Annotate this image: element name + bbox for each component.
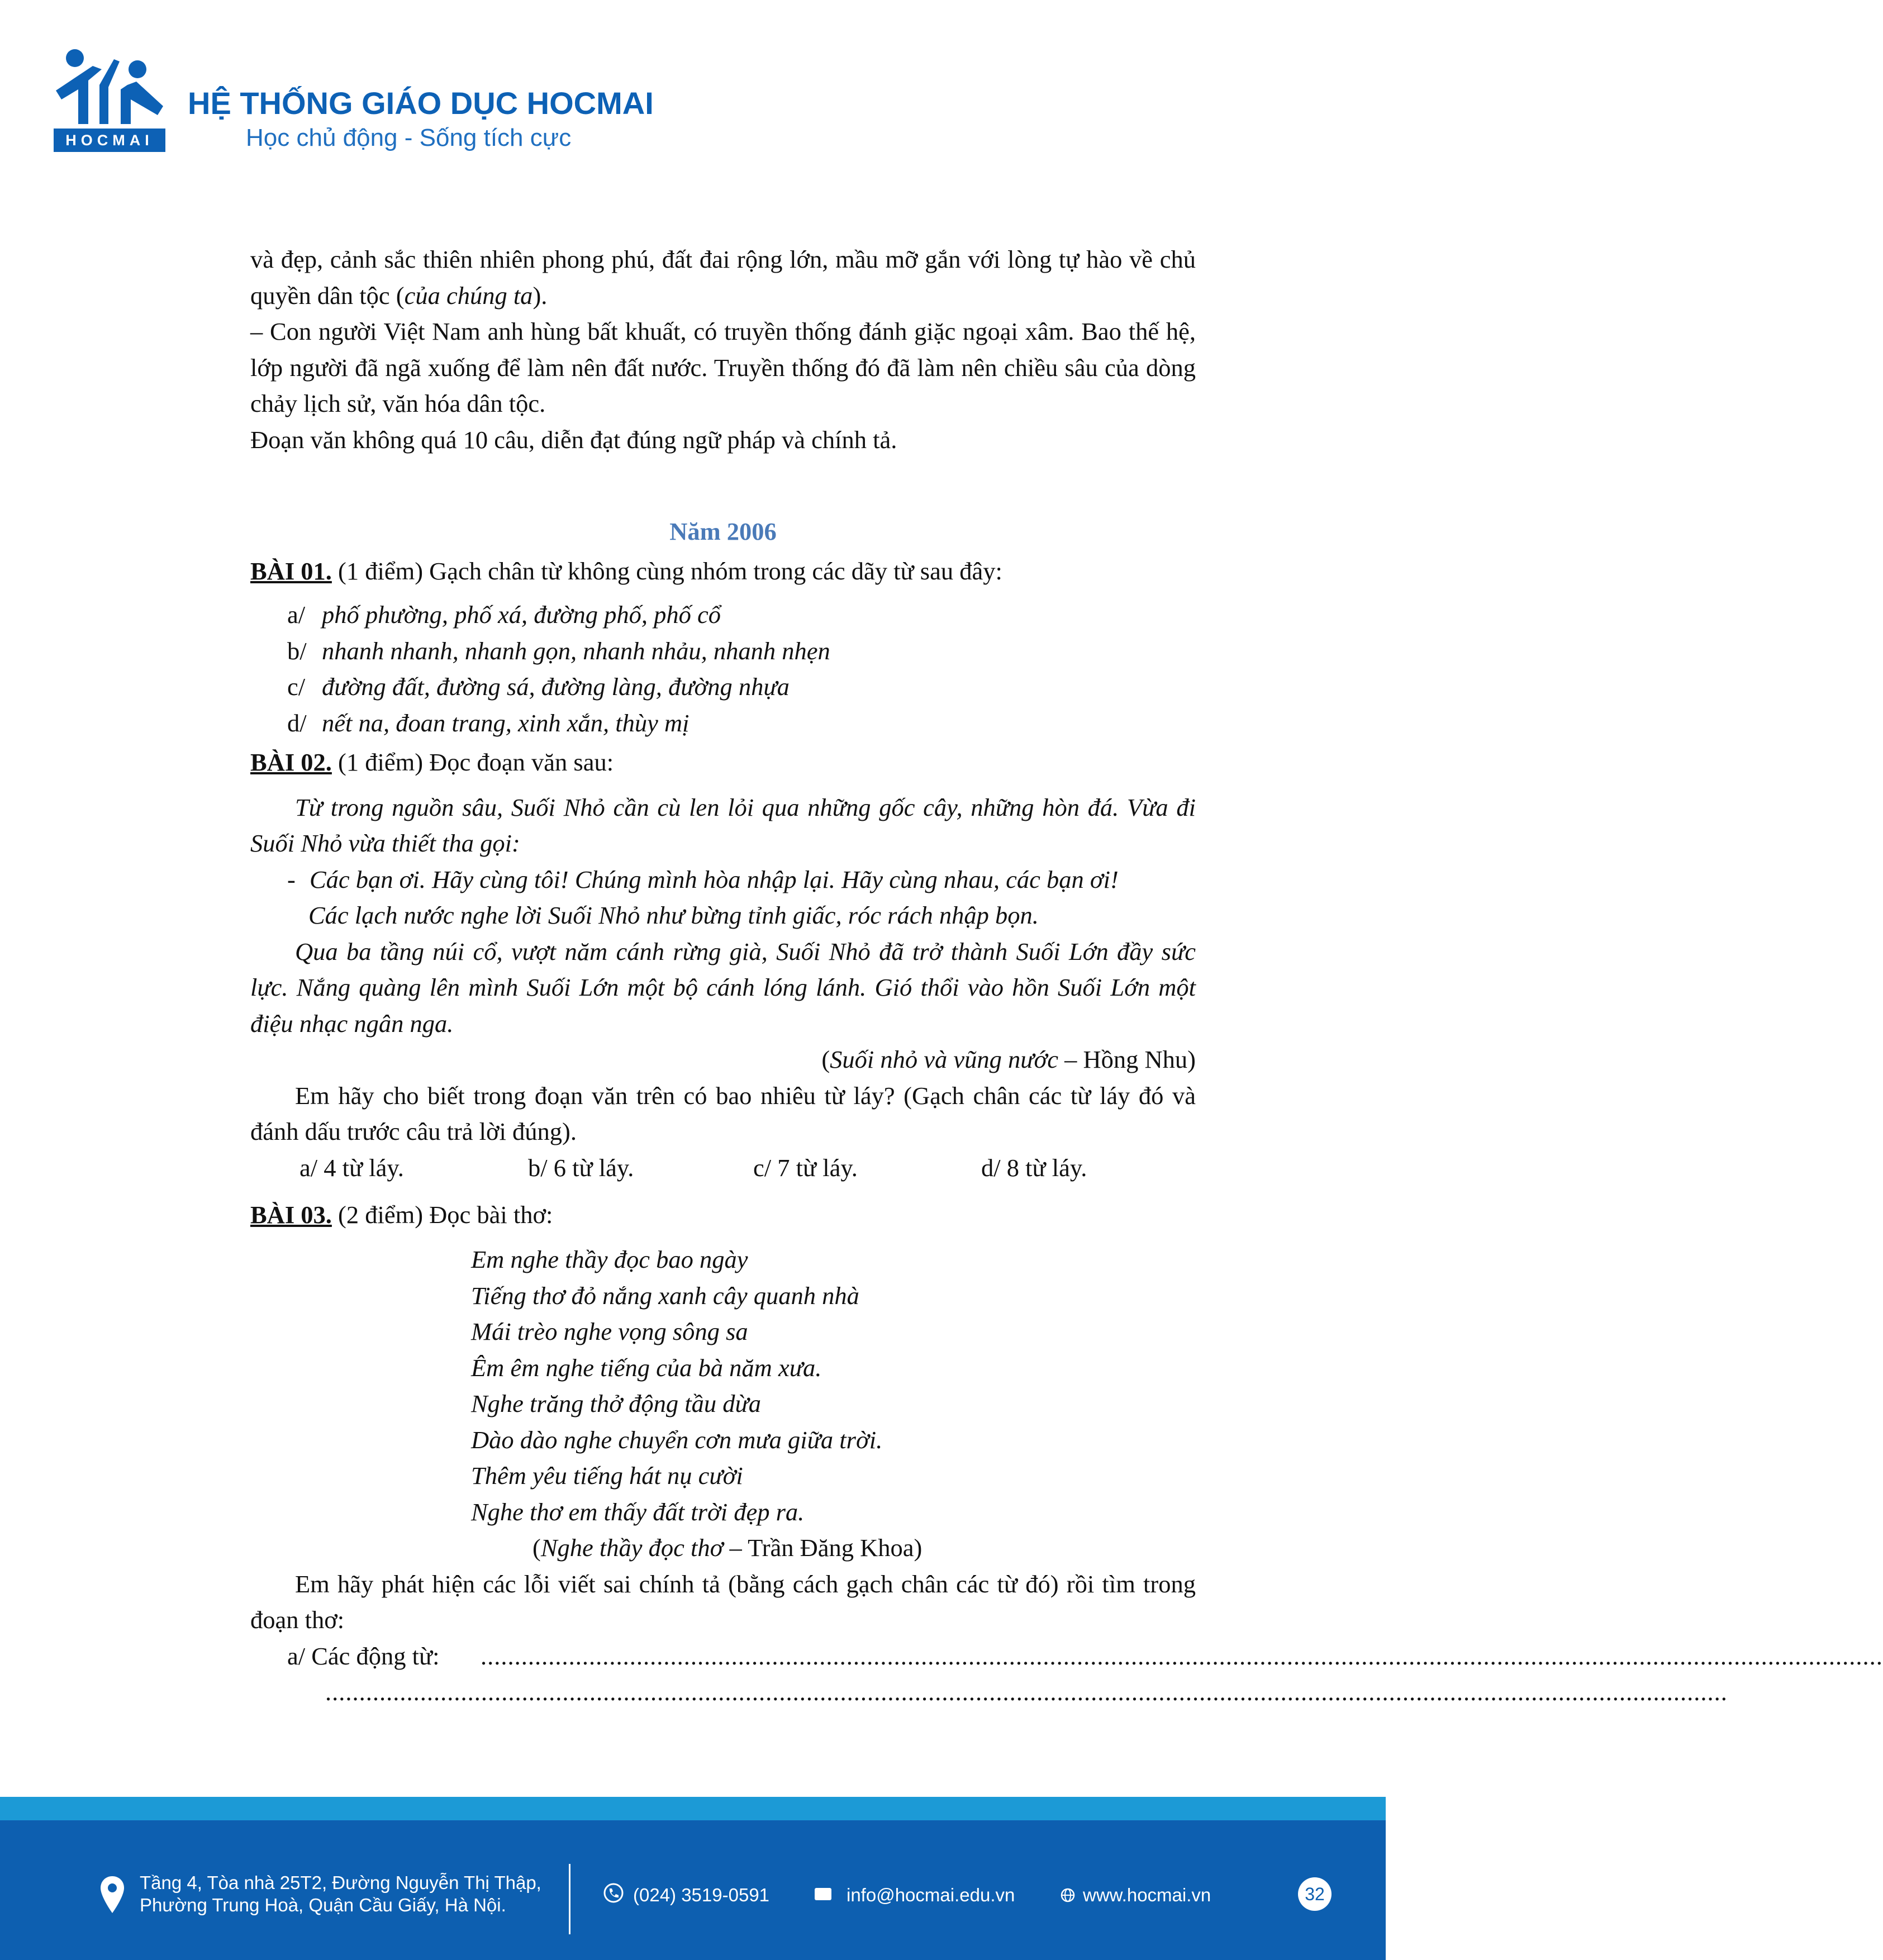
poem-line: Dào dào nghe chuyển cơn mưa giữa trời. (471, 1425, 883, 1454)
item-text: đường đất, đường sá, đường làng, đường nhựa (322, 673, 790, 701)
hocmai-logo (54, 46, 165, 152)
bai01-heading (250, 553, 1196, 589)
item-text: nết na, đoan trang, xinh xắn, thùy mị (322, 708, 690, 737)
bai02-label: BÀI 02. (250, 748, 332, 776)
source-title: Suối nhỏ và vũng nước (830, 1045, 1059, 1073)
item-text: phố phường, phố xá, đường phố, phố cổ (322, 601, 721, 629)
poem-line: Êm êm nghe tiếng của bà năm xưa. (471, 1353, 822, 1382)
footer-address (140, 1872, 541, 1916)
page-number: 32 (1298, 1877, 1332, 1911)
bai01-list (250, 597, 1196, 741)
bai03-question: Em hãy phát hiện các lỗi viết sai chính tả (bằng cách gạch chân các từ đó) rồi tìm trong đoạn thơ: (250, 1569, 1196, 1634)
poem-line: Nghe thơ em thấy đất trời đẹp ra. (471, 1497, 805, 1526)
intro-note: Đoạn văn không quá 10 câu, diễn đạt đúng ngữ pháp và chính tả. (250, 425, 897, 454)
item-marker: b/ (287, 636, 307, 665)
footer-stripe (0, 1797, 1386, 1820)
dialog-text: Các bạn ơi. Hãy cùng tôi! Chúng mình hòa nhập lại. Hãy cùng nhau, các bạn ơi! (310, 865, 1119, 893)
bai02-question: Em hãy cho biết trong đoạn văn trên có bao nhiêu từ láy? (Gạch chân các từ láy đó và đánh dấu trước câu trả lời đúng). (250, 1081, 1196, 1145)
bai03-heading (250, 1197, 1196, 1233)
intro-paragraph (250, 241, 1196, 313)
brand-slogan: Học chủ động - Sống tích cực (246, 124, 572, 151)
source-open: ( (821, 1045, 830, 1073)
choice-b[interactable]: b/ 6 từ láy. (528, 1153, 634, 1182)
dash-marker: - (287, 865, 296, 893)
bai03-prompt: (2 điểm) Đọc bài thơ: (331, 1200, 553, 1229)
item-marker: c/ (287, 673, 306, 701)
footer-email[interactable]: info@hocmai.edu.vn (847, 1885, 1015, 1905)
bai02-choices (250, 1150, 1196, 1186)
passage-source (250, 1041, 1196, 1078)
intro-bullet: – Con người Việt Nam anh hùng bất khuất, có truyền thống đánh giặc ngoại xâm. Bao thế hệ, lớp người đã ngã xuống để làm nên đất nước. Truyền thống đó đã làm nên chiều sâu của dòng chảy lịch sử, văn hóa dân tộc. (250, 317, 1196, 417)
mail-icon (815, 1888, 831, 1900)
footer-website[interactable]: www.hocmai.vn (1083, 1885, 1211, 1905)
passage-paragraph-1: Từ trong nguồn sâu, Suối Nhỏ cần cù len lỏi qua những gốc cây, những hòn đá. Vừa đi Suối Nhỏ vừa thiết tha gọi: (250, 793, 1196, 857)
bai02-heading (250, 744, 1196, 781)
logo-figures-icon (54, 46, 165, 130)
intro-text: và đẹp, cảnh sắc thiên nhiên phong phú, đất đai rộng lớn, mầu mỡ gắn với lòng tự hào về chủ quyền dân tộc ( (250, 245, 1196, 310)
choice-c[interactable]: c/ 7 từ láy. (753, 1153, 858, 1182)
poem-source-open: ( (532, 1534, 541, 1562)
year-heading: Năm 2006 (669, 517, 777, 545)
passage-paragraph-2: Qua ba tầng núi cổ, vượt năm cánh rừng già, Suối Nhỏ đã trở thành Suối Lớn đầy sức lực. Nắng quàng lên mình Suối Lớn một bộ cánh lóng lánh. Gió thổi vào hồn Suối Lớn một điệu nhạc ngân nga. (250, 937, 1196, 1038)
choice-d[interactable]: d/ 8 từ láy. (981, 1153, 1087, 1182)
address-line-2: Phường Trung Hoà, Quận Cầu Giấy, Hà Nội. (140, 1895, 506, 1915)
bai01-prompt: (1 điểm) Gạch chân từ không cùng nhóm trong các dãy từ sau đây: (331, 556, 1002, 585)
poem-line: Em nghe thầy đọc bao ngày (471, 1245, 748, 1273)
footer-divider (569, 1864, 570, 1934)
logo-text: HOCMAI (54, 129, 165, 152)
answer-a-line-2 (250, 1674, 1728, 1710)
poem-line: Nghe trăng thở động tầu dừa (471, 1390, 761, 1417)
brand-title: HỆ THỐNG GIÁO DỤC HOCMAI (188, 85, 654, 121)
list-item (250, 669, 1196, 705)
bai03-label: BÀI 03. (250, 1200, 332, 1229)
poem-line: Thêm yêu tiếng hát nụ cười (471, 1462, 743, 1490)
answer-a-label: a/ Các động từ: (287, 1642, 440, 1670)
bai02-prompt: (1 điểm) Đọc đoạn văn sau: (331, 748, 614, 776)
list-item (250, 597, 1196, 633)
poem-source (532, 1530, 1196, 1566)
intro-end: ). (532, 281, 548, 310)
passage-dialog-2: Các lạch nước nghe lời Suối Nhỏ như bừng tỉnh giấc, róc rách nhập bọn. (308, 901, 1039, 929)
globe-icon (1061, 1888, 1075, 1902)
passage-dialog (250, 862, 1196, 898)
item-marker: a/ (287, 601, 306, 629)
phone-icon (603, 1883, 624, 1903)
poem-source-title: Nghe thầy đọc thơ (540, 1534, 724, 1562)
intro-italic: của chúng ta (404, 281, 533, 310)
poem (471, 1241, 1196, 1530)
page-header (54, 46, 836, 158)
poem-source-author: – Trần Đăng Khoa) (723, 1534, 923, 1562)
footer-phone[interactable]: (024) 3519-0591 (633, 1885, 770, 1905)
choice-a[interactable]: a/ 4 từ láy. (299, 1153, 404, 1182)
page-footer (0, 1820, 1386, 1960)
list-item (250, 705, 1196, 741)
answer-a-line (250, 1638, 1883, 1674)
poem-line: Mái trèo nghe vọng sông sa (471, 1317, 748, 1345)
poem-line: Tiếng thơ đỏ nắng xanh cây quanh nhà (471, 1281, 859, 1310)
address-line-1: Tầng 4, Tòa nhà 25T2, Đường Nguyễn Thị Thập, (140, 1872, 541, 1893)
item-text: nhanh nhanh, nhanh gọn, nhanh nhảu, nhanh nhẹn (322, 636, 830, 665)
source-author: – Hồng Nhu) (1058, 1045, 1196, 1073)
item-marker: d/ (287, 708, 307, 737)
bai01-label: BÀI 01. (250, 556, 332, 585)
list-item (250, 633, 1196, 669)
answer-a-blank[interactable]: ............................................................................................................................................................................................................... (481, 1642, 1883, 1670)
location-pin-icon (99, 1875, 125, 1914)
answer-a-blank-2[interactable]: ............................................................................................................................................................................................................... (325, 1677, 1728, 1706)
document-body (250, 241, 1883, 1710)
